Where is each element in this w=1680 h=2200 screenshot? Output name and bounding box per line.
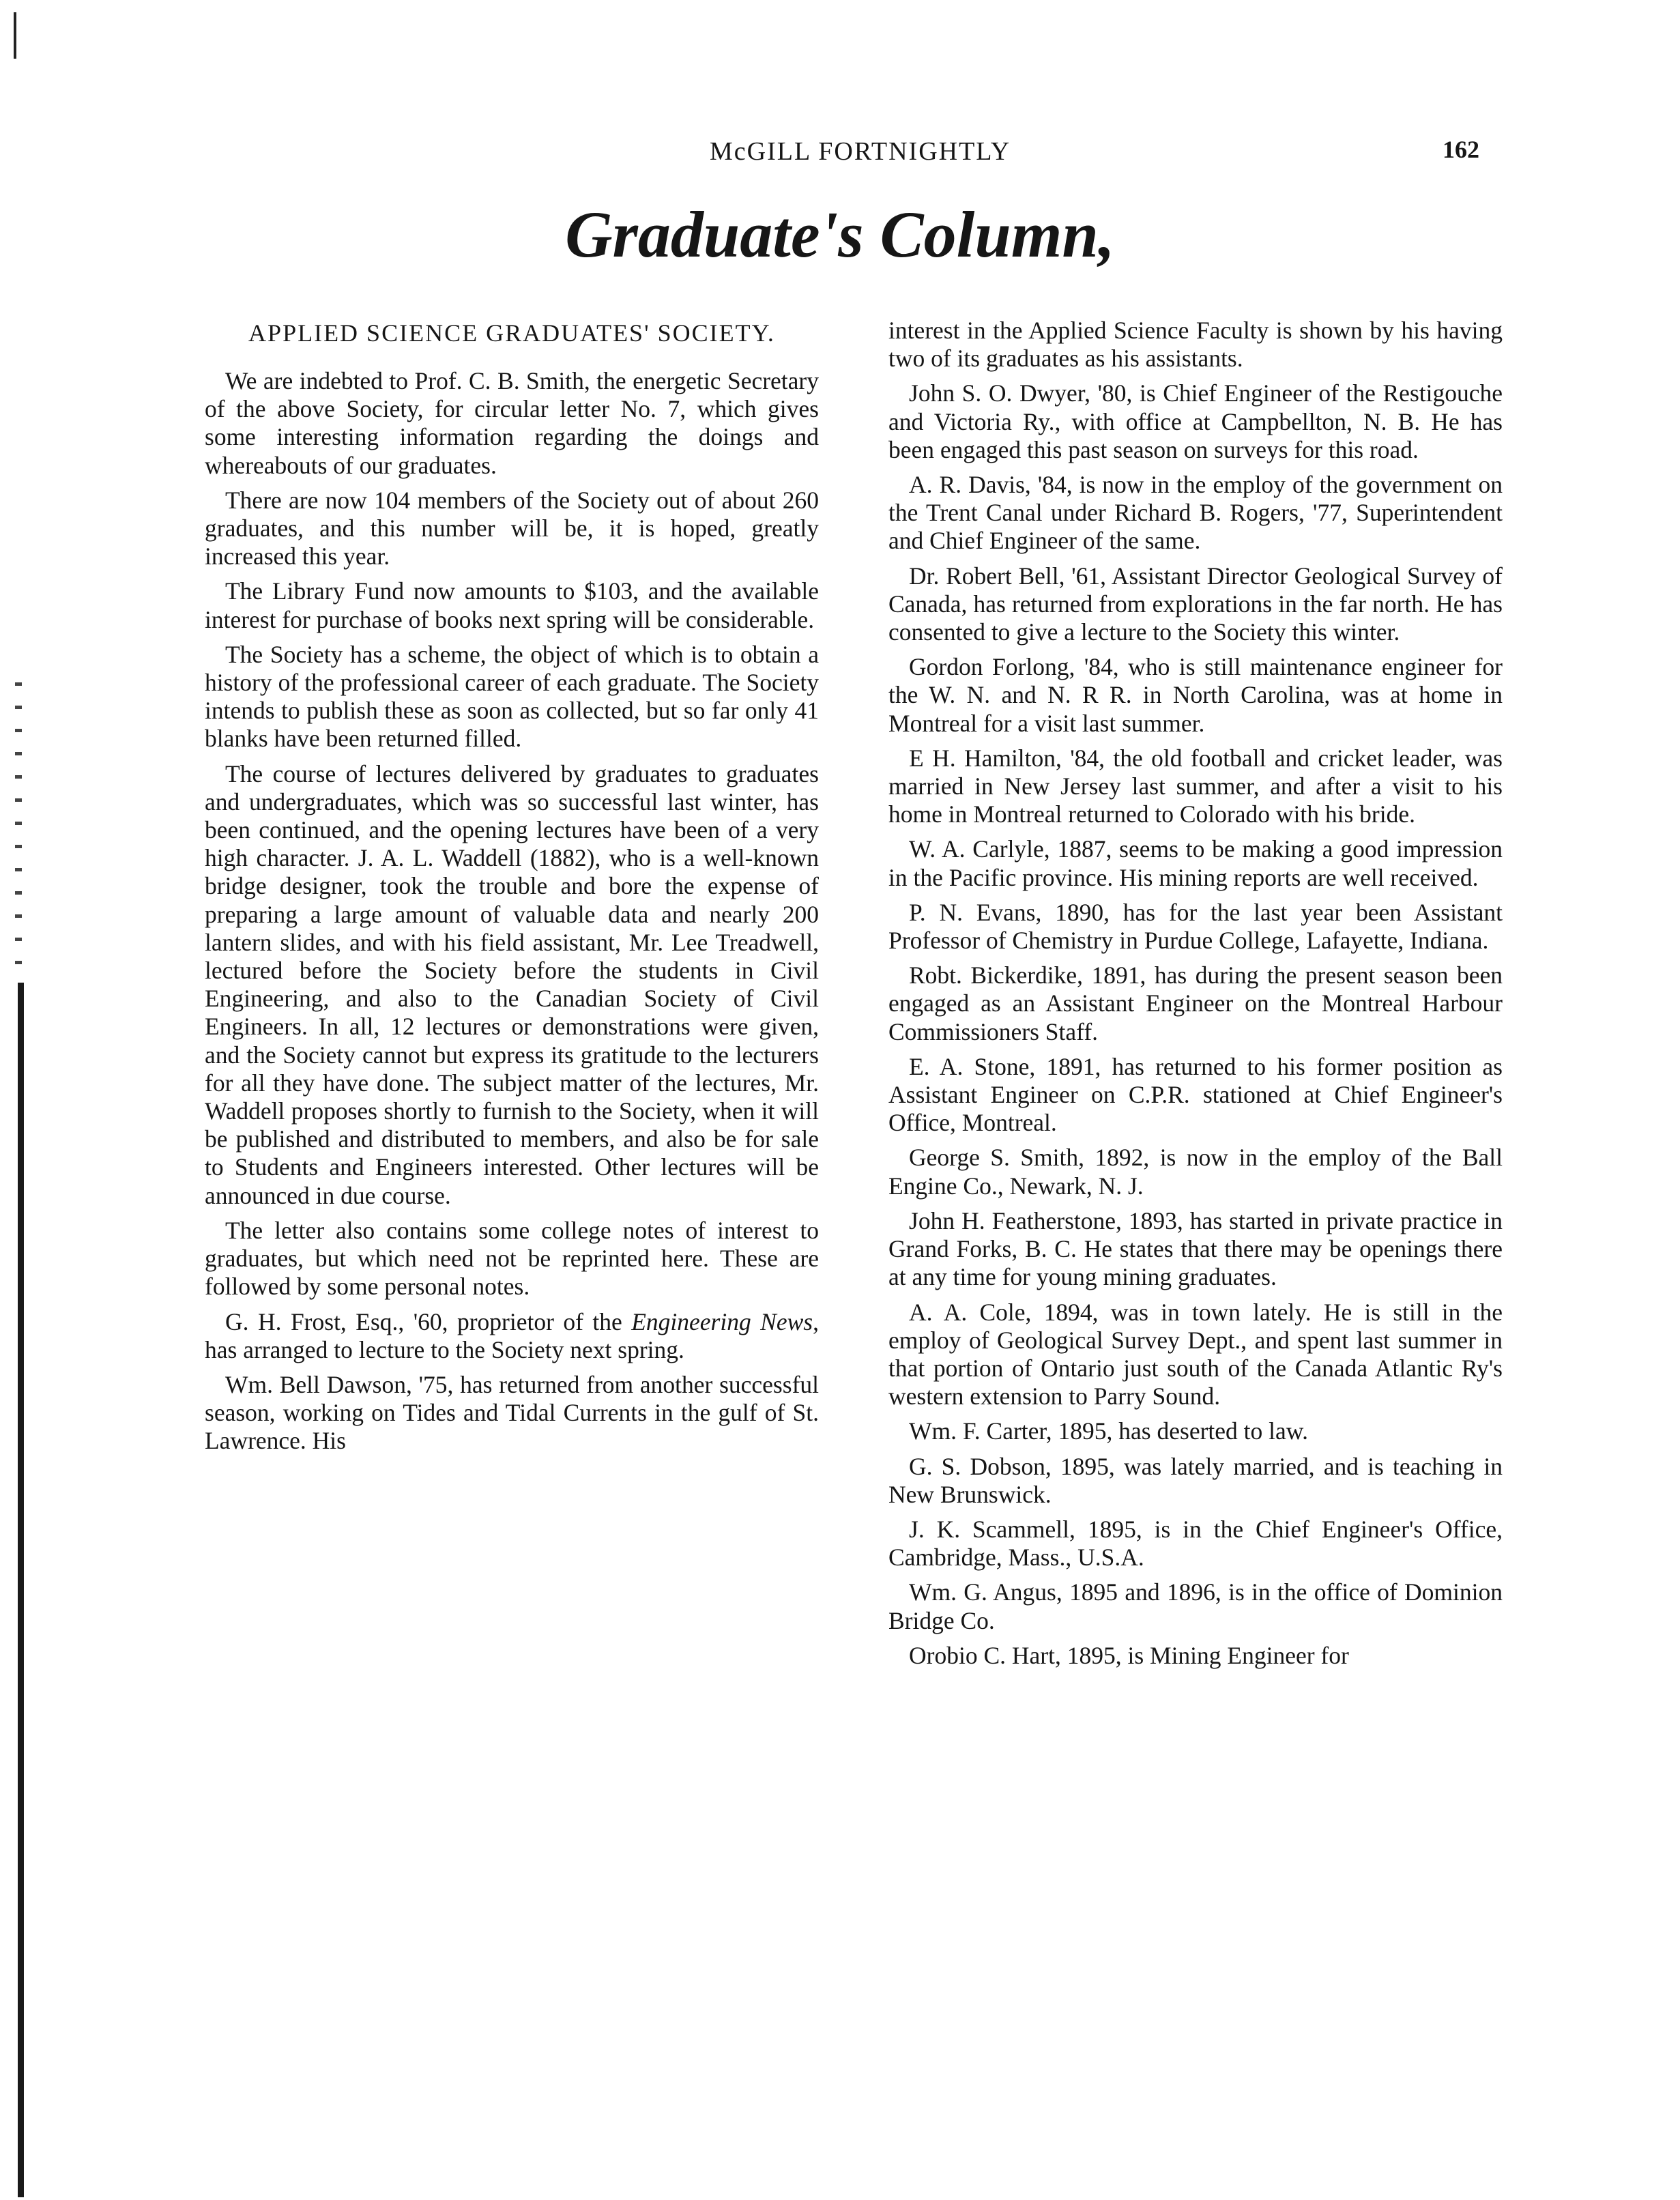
running-head: McGILL FORTNIGHTLY [710, 137, 1011, 166]
note-smith: George S. Smith, 1892, is now in the employ of the Ball Engine Co., Newark, N. J. [888, 1144, 1503, 1200]
note-davis: A. R. Davis, '84, is now in the employ of the government on the Trent Canal under Richard B. Rogers, '77, Superintendent and Chief Engineer of the same. [888, 471, 1503, 555]
paragraph-circular-letter: We are indebted to Prof. C. B. Smith, the energetic Secretary of the above Society, for circular letter No. 7, which gives some interesting information regarding the doings and whereabouts of our graduates. [205, 367, 819, 479]
binding-perforation [15, 682, 22, 983]
note-bickerdike: Robt. Bickerdike, 1891, has during the present season been engaged as an Assistant Engineer on the Montreal Harbour Commissioners Staff. [888, 961, 1503, 1045]
note-scammell: J. K. Scammell, 1895, is in the Chief Engineer's Office, Cambridge, Mass., U.S.A. [888, 1515, 1503, 1572]
paragraph-library-fund: The Library Fund now amounts to $103, and the available interest for purchase of books next spring will be considerable. [205, 577, 819, 633]
left-column [205, 317, 819, 1456]
note-dawson-continued: interest in the Applied Science Faculty is shown by his having two of its graduates as his assistants. [888, 317, 1503, 373]
paragraph-history-scheme: The Society has a scheme, the object of which is to obtain a history of the professional career of each graduate. The Society intends to publish these as soon as collected, but so far only 41 blanks have been returned filled. [205, 640, 819, 753]
note-bell: Dr. Robert Bell, '61, Assistant Director Geological Survey of Canada, has returned from explorations in the far north. He has consented to give a lecture to the Society this winter. [888, 562, 1503, 646]
note-dobson: G. S. Dobson, 1895, was lately married, and is teaching in New Brunswick. [888, 1452, 1503, 1508]
binding-mark [14, 12, 16, 59]
binding-edge [18, 983, 24, 2197]
note-featherstone: John H. Featherstone, 1893, has started in private practice in Grand Forks, B. C. He states that there may be openings there at any time for young mining graduates. [888, 1206, 1503, 1291]
note-frost [205, 1308, 819, 1364]
note-hamilton: E H. Hamilton, '84, the old football and cricket leader, was married in New Jersey last summer, and after a visit to his home in Montreal returned to Colorado with his bride. [888, 744, 1503, 828]
note-frost-text: G. H. Frost, Esq., '60, proprietor of the [225, 1307, 632, 1335]
note-stone: E. A. Stone, 1891, has returned to his former position as Assistant Engineer on C.P.R. stationed at Chief Engineer's Office, Montreal. [888, 1052, 1503, 1137]
note-hart: Orobio C. Hart, 1895, is Mining Engineer for [909, 1641, 1349, 1669]
section-heading: APPLIED SCIENCE GRADUATES' SOCIETY. [248, 319, 775, 347]
note-evans: P. N. Evans, 1890, has for the last year been Assistant Professor of Chemistry in Purdue College, Lafayette, Indiana. [888, 898, 1503, 955]
paragraph-lectures: The course of lectures delivered by graduates to graduates and undergraduates, which was so successful last winter, has been continued, and the opening lectures have been of a very high character. J. A. L. Waddell (1882), who is a well-known bridge designer, took the trouble and bore the expense of preparing a large amount of valuable data and nearly 200 lantern slides, and with his field assistant, Mr. Lee Treadwell, lectured before the Society before the students in Civil Engineering, and also to the Canadian Society of Civil Engineers. In all, 12 lectures or demonstrations were given, and the Society cannot but express its gratitude to the lecturers for all they have done. The subject matter of the lectures, Mr. Waddell proposes shortly to furnish to the Society, when it will be published and distributed to members, and also be for sale to Students and Engineers interested. Other lectures will be announced in due course. [205, 759, 819, 1209]
note-dawson: Wm. Bell Dawson, '75, has returned from another successful season, working on Tides and Tidal Currents in the gulf of St. Lawrence. His [205, 1370, 819, 1455]
note-carter: Wm. F. Carter, 1895, has deserted to law. [909, 1417, 1308, 1445]
note-dwyer: John S. O. Dwyer, '80, is Chief Engineer of the Restigouche and Victoria Ry., with office at Campbellton, N. B. He has been engaged this past season on surveys for this road. [888, 379, 1503, 463]
note-carlyle: W. A. Carlyle, 1887, seems to be making a good impression in the Pacific province. His mining reports are well received. [888, 835, 1503, 891]
page-title: Graduate's Column, [565, 198, 1115, 271]
note-frost-publication: Engineering News [631, 1307, 813, 1335]
note-frost-text-end: , has arranged to lecture to the Society next spring. [205, 1307, 819, 1363]
note-cole: A. A. Cole, 1894, was in town lately. He is still in the employ of Geological Survey Dept., and spent last summer in that portion of Ontario just south of the Canada Atlantic Ry's western extension to Parry Sound. [888, 1298, 1503, 1410]
note-angus: Wm. G. Angus, 1895 and 1896, is in the office of Dominion Bridge Co. [888, 1578, 1503, 1634]
note-forlong: Gordon Forlong, '84, who is still maintenance engineer for the W. N. and N. R R. in North Carolina, was at home in Montreal for a visit last summer. [888, 653, 1503, 737]
page-number: 162 [1443, 136, 1479, 163]
paragraph-membership: There are now 104 members of the Society out of about 260 graduates, and this number will be, it is hoped, greatly increased this year. [205, 486, 819, 570]
paragraph-college-notes: The letter also contains some college notes of interest to graduates, but which need not be reprinted here. These are followed by some personal notes. [205, 1216, 819, 1301]
right-column [888, 317, 1503, 1670]
